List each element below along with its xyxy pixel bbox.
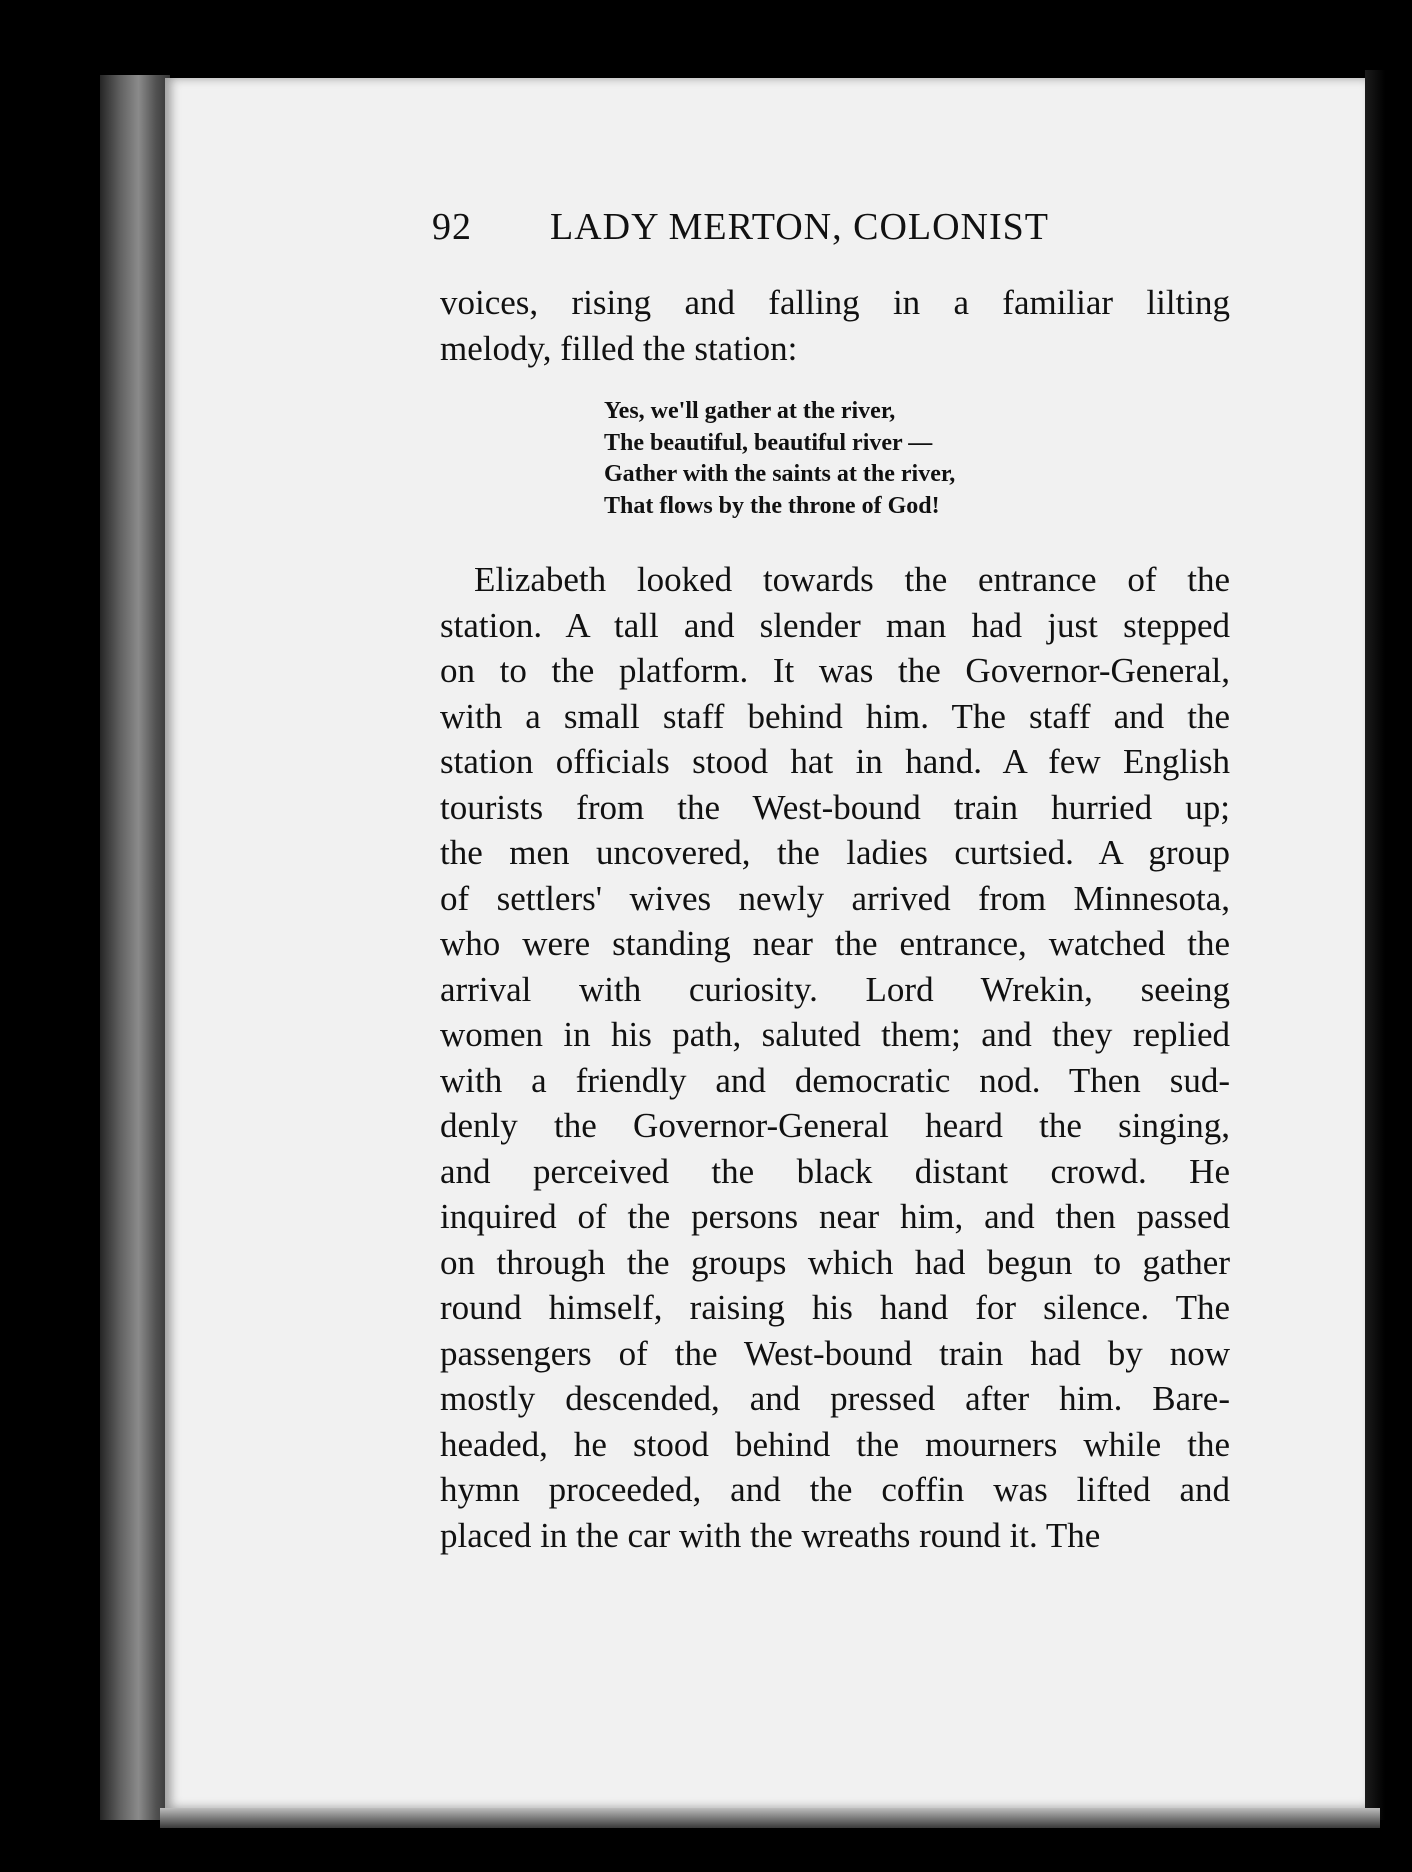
text-line: women in his path, saluted them; and they replied (440, 1015, 1230, 1054)
verse-line: Yes, we'll gather at the river, (604, 398, 896, 424)
text-line: who were standing near the entrance, watched the (440, 924, 1230, 963)
text-line: inquired of the persons near him, and then passed (440, 1197, 1230, 1236)
text-line: arrival with curiosity. Lord Wrekin, seeing (440, 969, 1230, 1009)
text-line: denly the Governor-General heard the singing, (440, 1106, 1230, 1145)
text-line: mostly descended, and pressed after him. Bare- (440, 1379, 1230, 1418)
text-line: placed in the car with the wreaths round it. The (440, 1515, 1101, 1555)
running-title: LADY MERTON, COLONIST (550, 206, 1049, 248)
verse-line: That flows by the throne of God! (604, 492, 940, 519)
text-line: on through the groups which had begun to gather (440, 1242, 1230, 1282)
book-bottom-edge (160, 1808, 1380, 1828)
intro-text (440, 280, 1230, 371)
verse-line: The beautiful, beautiful river — (604, 429, 933, 456)
text-line: with a friendly and democratic nod. Then sud- (440, 1060, 1230, 1100)
text-line: melody, filled the station: (440, 328, 798, 368)
text-line: hymn proceeded, and the coffin was lifted and (440, 1470, 1230, 1509)
text-line: voices, rising and falling in a familiar lilting (440, 283, 1230, 322)
text-line: station officials stood hat in hand. A few English (440, 742, 1230, 781)
text-line: passengers of the West-bound train had by now (440, 1333, 1230, 1373)
verse-line: Gather with the saints at the river, (604, 461, 956, 487)
page-header (432, 205, 1252, 249)
text-line: and perceived the black distant crowd. He (440, 1151, 1230, 1191)
hymn-verse (604, 396, 955, 522)
text-line: tourists from the West-bound train hurried up; (440, 787, 1230, 827)
text-line: station. A tall and slender man had just stepped (440, 605, 1230, 645)
text-line: Elizabeth looked towards the entrance of the (474, 560, 1230, 599)
text-line: of settlers' wives newly arrived from Minnesota, (440, 878, 1230, 918)
text-line: headed, he stood behind the mourners while the (440, 1424, 1230, 1464)
text-line: on to the platform. It was the Governor-General, (440, 651, 1230, 690)
text-line: the men uncovered, the ladies curtsied. A group (440, 833, 1230, 872)
body-paragraph (440, 557, 1230, 1558)
text-line: round himself, raising his hand for silence. The (440, 1288, 1230, 1327)
book-right-edge (1365, 70, 1385, 1820)
page-number: 92 (432, 206, 472, 248)
text-line: with a small staff behind him. The staff and the (440, 696, 1230, 736)
book-binding (100, 75, 170, 1820)
